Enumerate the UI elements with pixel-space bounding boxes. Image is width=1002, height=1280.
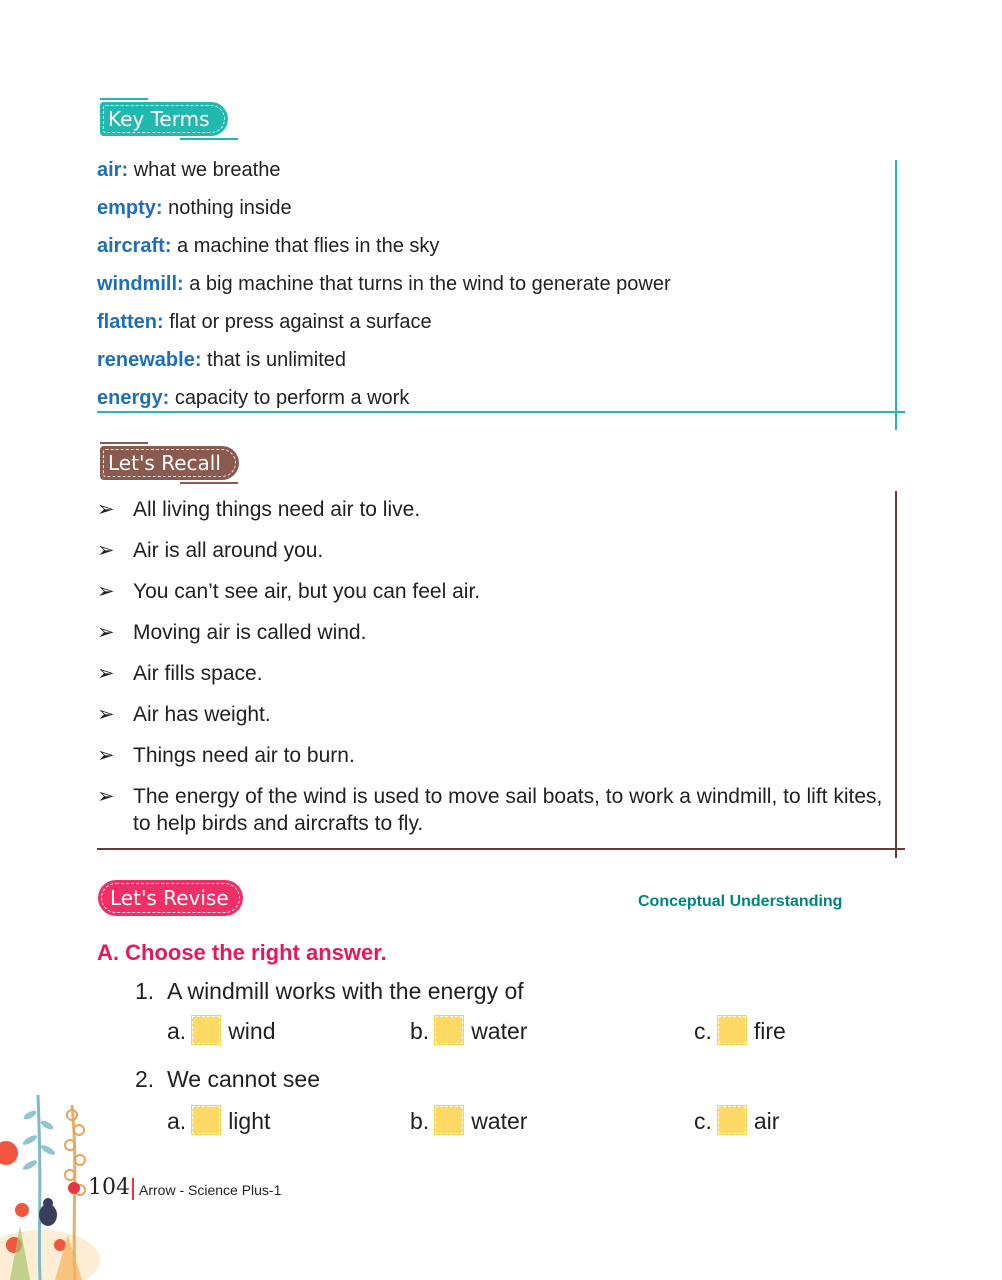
arrowhead-bullet-icon: ➢ <box>97 662 115 685</box>
key-term-row <box>97 272 671 296</box>
arrowhead-bullet-icon: ➢ <box>97 580 115 603</box>
conceptual-understanding-label: Conceptual Understanding <box>638 893 843 910</box>
key-term-row <box>97 348 346 372</box>
question-number: 1. <box>135 978 155 1004</box>
key-term-definition: a machine that flies in the sky <box>177 235 440 257</box>
answer-checkbox[interactable] <box>718 1106 746 1134</box>
key-term-row <box>97 386 409 410</box>
key-term-row <box>97 158 280 182</box>
key-term-definition: what we breathe <box>133 159 281 181</box>
key-term-row <box>97 196 292 220</box>
answer-option[interactable]: b. water <box>410 1018 528 1044</box>
recall-tag <box>100 446 239 480</box>
answer-option[interactable]: a. light <box>167 1108 271 1134</box>
recall-title: Let's Recall <box>108 451 221 475</box>
arrowhead-bullet-icon: ➢ <box>97 703 115 726</box>
key-terms-title: Key Terms <box>108 107 210 131</box>
recall-list-item: ➢ Things need air to burn. <box>97 744 355 767</box>
question-text: A windmill works with the energy of <box>167 978 524 1004</box>
footer-divider <box>132 1178 134 1200</box>
key-term: air: <box>97 159 129 181</box>
recall-list-item: ➢ You can’t see air, but you can feel air. <box>97 580 481 603</box>
section-a-heading: A. Choose the right answer. <box>97 940 387 965</box>
question-number: 2. <box>135 1066 155 1092</box>
answer-checkbox[interactable] <box>192 1106 220 1134</box>
arrowhead-bullet-icon: ➢ <box>97 498 115 521</box>
key-term-definition: nothing inside <box>168 197 292 219</box>
arrowhead-bullet-icon: ➢ <box>97 621 115 644</box>
answer-checkbox[interactable] <box>435 1106 463 1134</box>
revise-title: Let's Revise <box>110 886 229 910</box>
answer-option[interactable]: c. air <box>694 1108 780 1134</box>
recall-list-item: ➢ Air is all around you. <box>97 539 324 562</box>
question-text: We cannot see <box>167 1066 321 1092</box>
key-term: empty: <box>97 197 163 219</box>
key-term: windmill: <box>97 273 184 295</box>
recall-list-item: ➢ Air fills space. <box>97 662 263 685</box>
key-terms-frame-vertical <box>895 160 897 430</box>
recall-list-item: ➢ Moving air is called wind. <box>97 621 367 644</box>
key-term-row <box>97 234 439 258</box>
key-term-row <box>97 310 432 334</box>
key-terms-frame-horizontal <box>97 411 905 413</box>
key-term-definition: a big machine that turns in the wind to generate power <box>189 273 671 295</box>
key-term: renewable: <box>97 349 202 371</box>
arrowhead-bullet-icon: ➢ <box>97 744 115 767</box>
answer-option[interactable]: b. water <box>410 1108 528 1134</box>
key-term-definition: capacity to perform a work <box>174 387 410 409</box>
key-term: flatten: <box>97 311 164 333</box>
recall-list-item: ➢ The energy of the wind is used to move sail boats, to work a windmill, to lift kites, to help birds and aircrafts to fly. <box>97 785 883 835</box>
book-title: Arrow - Science Plus-1 <box>139 1182 282 1198</box>
answer-checkbox[interactable] <box>718 1016 746 1044</box>
key-term: aircraft: <box>97 235 172 257</box>
key-term-definition: that is unlimited <box>207 349 347 371</box>
answer-checkbox[interactable] <box>192 1016 220 1044</box>
arrowhead-bullet-icon: ➢ <box>97 539 115 562</box>
answer-checkbox[interactable] <box>435 1016 463 1044</box>
key-term: energy: <box>97 387 170 409</box>
recall-list-item: ➢ All living things need air to live. <box>97 498 421 521</box>
answer-option[interactable]: a. wind <box>167 1018 276 1044</box>
page-number: 104 <box>88 1175 130 1200</box>
revise-tag <box>98 880 243 916</box>
recall-list-item: ➢ Air has weight. <box>97 703 271 726</box>
answer-option[interactable]: c. fire <box>694 1018 786 1044</box>
key-terms-tag <box>100 102 228 136</box>
arrowhead-bullet-icon: ➢ <box>97 785 115 808</box>
key-term-definition: flat or press against a surface <box>169 311 432 333</box>
recall-frame-horizontal <box>97 848 905 850</box>
recall-frame-vertical <box>895 491 897 858</box>
